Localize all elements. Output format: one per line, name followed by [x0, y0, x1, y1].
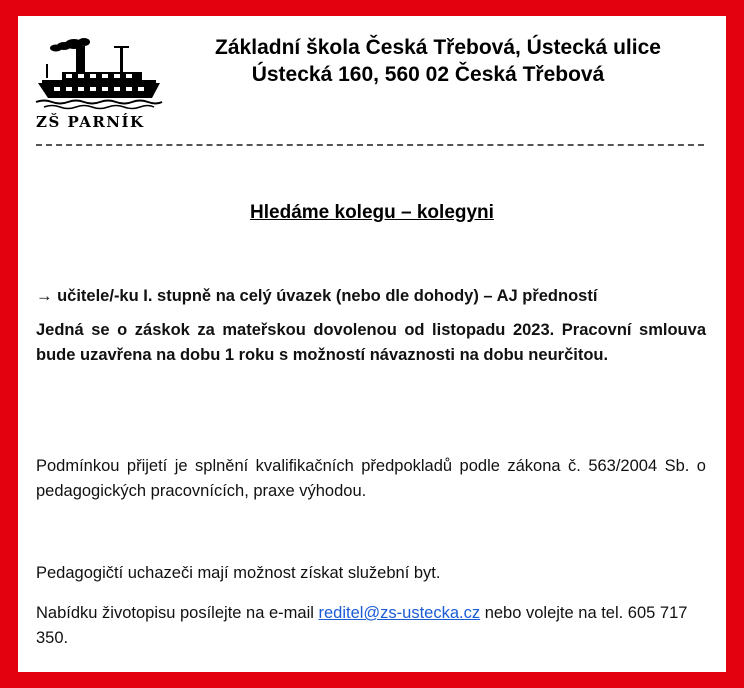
- school-name: Základní škola Česká Třebová, Ústecká ulice: [215, 36, 661, 59]
- contact-text-before: Nabídku životopisu posílejte na e-mail: [36, 604, 319, 622]
- dashed-divider: [36, 144, 704, 146]
- flat-paragraph: Pedagogičtí uchazeči mají možnost získat služební byt.: [36, 564, 441, 582]
- school-address: Ústecká 160, 560 02 Česká Třebová: [251, 63, 605, 86]
- position-line: → učitele/-ku I. stupně na celý úvazek (nebo dle dohody) – AJ předností: [36, 287, 598, 305]
- condition-paragraph: Podmínkou přijetí je splnění kvalifikačních předpokladů podle zákona č. 563/2004 Sb. o pedagogických pracovnících, praxe výhodou.: [36, 457, 706, 500]
- email-link[interactable]: reditel@zs-ustecka.cz: [318, 604, 481, 622]
- logo-text: ZŠ PARNÍK: [36, 113, 145, 131]
- page-title: Hledáme kolegu – kolegyni: [250, 202, 494, 223]
- contact-paragraph: [36, 601, 706, 651]
- contact-text-after: nebo volejte na tel. 605 717 350.: [36, 604, 688, 647]
- job-poster: [18, 16, 726, 672]
- detail-paragraph: Jedná se o záskok za mateřskou dovolenou od listopadu 2023. Pracovní smlouva bude uzavřena na dobu 1 roku s možností návaznosti na dobu neurčitou.: [36, 321, 706, 364]
